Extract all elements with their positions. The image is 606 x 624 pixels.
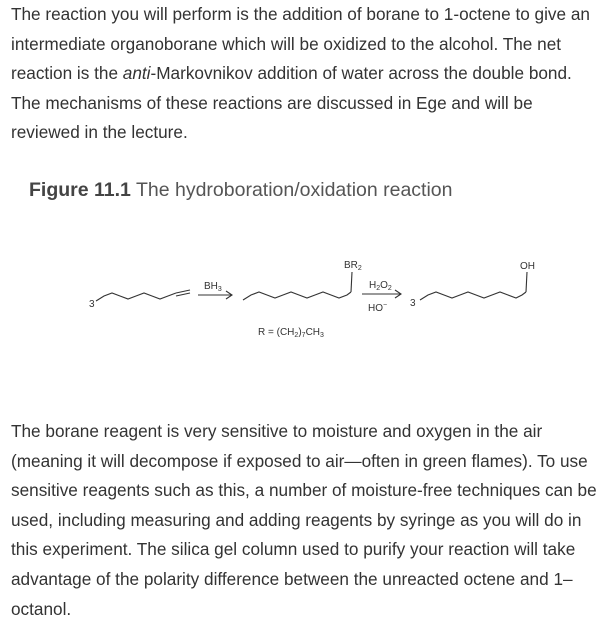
octene-structure — [96, 290, 190, 301]
organoborane-structure — [243, 272, 352, 300]
octene-locant: 3 — [89, 299, 95, 310]
reagent-peroxide: $H_2O_2$ — [369, 280, 392, 292]
reagent-hydroxide: HO− — [368, 302, 388, 314]
borane-paragraph: The borane reagent is very sensitive to moisture and oxygen in the air (meaning it will decompose if exposed to air—often in green flames). To use sensitive reagents such as this, a number of moisture-free techniques can be used, including measuring and adding reagents by syringe as you will do in this experiment. The silica gel column used to purify your reaction will take advantage of the polarity difference between the unreacted octene and 1–octanol. — [11, 421, 597, 619]
octanol-locant: 3 — [410, 298, 416, 309]
intro-text-end: -Markovnikov addition of water across the double bond. The mechanisms of these reactions are discussed in Ege and will be reviewed in the lecture. — [11, 63, 572, 143]
figure-label: Figure 11.1 — [29, 179, 131, 201]
octanol-structure — [420, 272, 527, 300]
intro-italic-anti: anti — [122, 63, 151, 84]
reaction-scheme — [0, 240, 606, 350]
r-group-definition: $R = (CH_2)_7CH_3$ — [258, 327, 324, 339]
reaction-arrow-2 — [362, 290, 401, 298]
figure-title: The hydroboration/oxidation reaction — [135, 179, 453, 201]
hydroxyl-group: OH — [520, 261, 535, 272]
reagent-borane: $BH_3$ — [204, 281, 222, 293]
intro-paragraph — [11, 0, 601, 148]
figure-caption — [29, 179, 453, 202]
reaction-arrow-1 — [198, 291, 232, 299]
intro-text-start: The reaction you will perform is the addition of borane to 1-octene to give an intermediate organoborane which will be oxidized to the alcohol. The net reaction is the — [11, 4, 590, 84]
boron-substituent: $BR_2$ — [344, 260, 362, 272]
